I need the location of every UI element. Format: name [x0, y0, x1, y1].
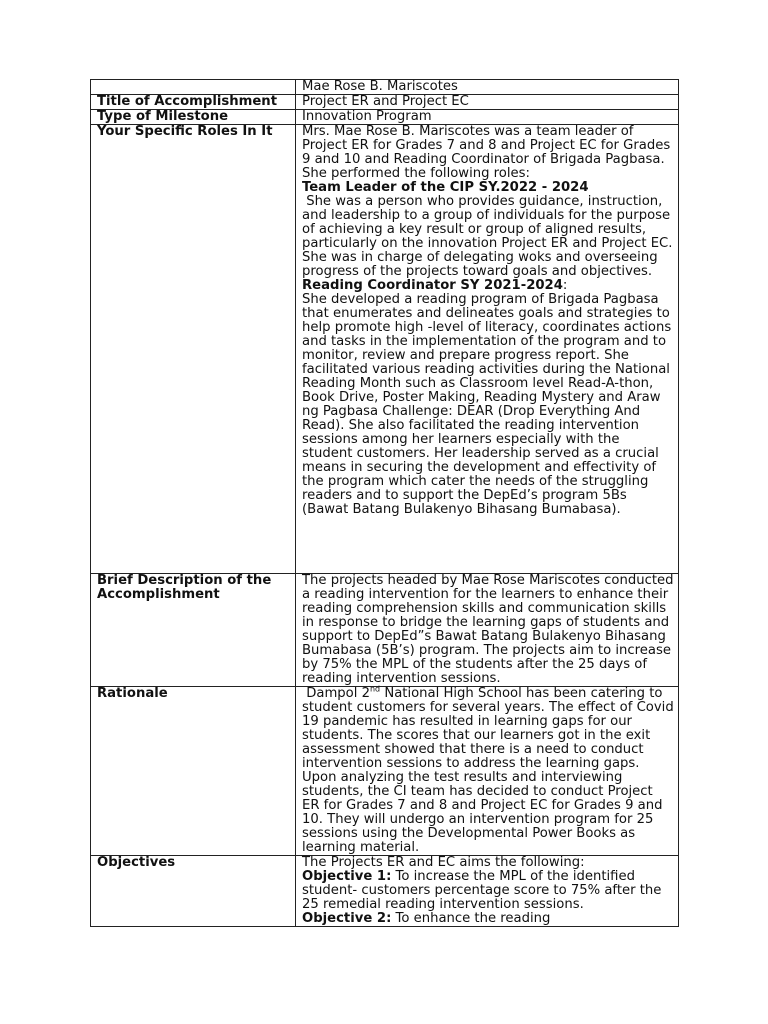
- row-label-milestone: Type of Milestone: [91, 110, 296, 125]
- table-row: [91, 125, 679, 574]
- roles-heading-coordinator: Reading Coordinator SY 2021-2024: [302, 278, 563, 293]
- table-row: [91, 687, 679, 856]
- objective-1: [302, 870, 674, 912]
- roles-text-team-leader: She was a person who provides guidance, instruction, and leadership to a group of individuals for the purpose of achieving a key result or group of aligned results, particularly on the innovation Project ER and Project EC. She was in charge of delegating woks and overseeing progress of the projects toward goals and objectives.: [302, 194, 677, 279]
- milestone-type: Innovation Program: [296, 110, 679, 125]
- objective-2-label: Objective 2:: [302, 911, 392, 926]
- objective-1-text: To increase the MPL of the identified student- customers percentage score to 75% after the 25 remedial reading intervention sessions.: [302, 869, 666, 912]
- table-row: [91, 574, 679, 687]
- roles-heading-suffix: :: [562, 278, 568, 293]
- objectives-cell: [296, 856, 679, 927]
- table-row: [91, 856, 679, 927]
- row-label-title: Title of Accomplishment: [91, 95, 296, 110]
- table-row: [91, 95, 679, 110]
- accomplishment-table: [90, 79, 679, 927]
- table-row: [91, 110, 679, 125]
- accomplishment-title: Project ER and Project EC: [296, 95, 679, 110]
- row-label-rationale: Rationale: [91, 687, 296, 856]
- objective-1-label: Objective 1:: [302, 869, 392, 884]
- rationale-sup: nd: [369, 684, 381, 694]
- roles-heading-team-leader: Team Leader of the CIP SY.2022 - 2024: [302, 180, 589, 195]
- row-label-objectives: Objectives: [91, 856, 296, 927]
- roles-heading-coordinator-line: [302, 279, 674, 293]
- rationale-text: National High School has been catering to student customers for several years. The effect of Covid 19 pandemic has resulted in learning gaps for our students. The scores that our learners got in the exit assessment showed that there is a need to conduct intervention sessions to address the learning gaps. Upon analyzing the test results and interviewing students, the CI team has decided to conduct Project ER for Grades 7 and 8 and Project EC for Grades 9 and 10. They will undergo an intervention program for 25 sessions using the Developmental Power Books as learning material.: [302, 686, 678, 855]
- objective-2: [302, 912, 674, 926]
- table-row: [91, 80, 679, 95]
- objectives-intro: The Projects ER and EC aims the following:: [302, 855, 585, 870]
- roles-intro: Mrs. Mae Rose B. Mariscotes was a team leader of Project ER for Grades 7 and 8 and Project EC for Grades 9 and 10 and Reading Coordinator of Brigada Pagbasa. She performed the following roles:: [302, 124, 671, 181]
- person-name: Mae Rose B. Mariscotes: [296, 80, 679, 95]
- rationale-prefix: Dampol 2: [302, 686, 370, 701]
- row-label-empty: [91, 80, 296, 95]
- roles-cell: [296, 125, 679, 574]
- objective-2-text: To enhance the reading: [391, 911, 551, 926]
- row-label-description: Brief Description of the Accomplishment: [91, 574, 296, 687]
- description-text: The projects headed by Mae Rose Mariscotes conducted a reading intervention for the learners to enhance their reading comprehension skills and communication skills in response to bridge the learning gaps of students and support to DepEd”s Bawat Batang Bulakenyo Bihasang Bumabasa (5B’s) program. The projects aim to increase by 75% the MPL of the students after the 25 days of reading intervention sessions.: [296, 574, 679, 687]
- rationale-cell: [296, 684, 679, 856]
- row-label-roles: Your Specific Roles In It: [91, 125, 296, 574]
- roles-text-coordinator: She developed a reading program of Brigada Pagbasa that enumerates and delineates goals and strategies to help promote high -level of literacy, coordinates actions and tasks in the implementation of the program and to monitor, review and prepare progress report. She facilitated various reading activities during the National Reading Month such as Classroom level Read-A-thon, Book Drive, Poster Making, Reading Mystery and Araw ng Pagbasa Challenge: DEAR (Drop Everything And Read). She also facilitated the reading intervention sessions among her learners especially with the student customers. Her leadership served as a crucial means in securing the development and effectivity of the program which cater the needs of the struggling readers and to support the DepEd’s program 5Bs (Bawat Batang Bulakenyo Bihasang Bumabasa).: [302, 292, 672, 517]
